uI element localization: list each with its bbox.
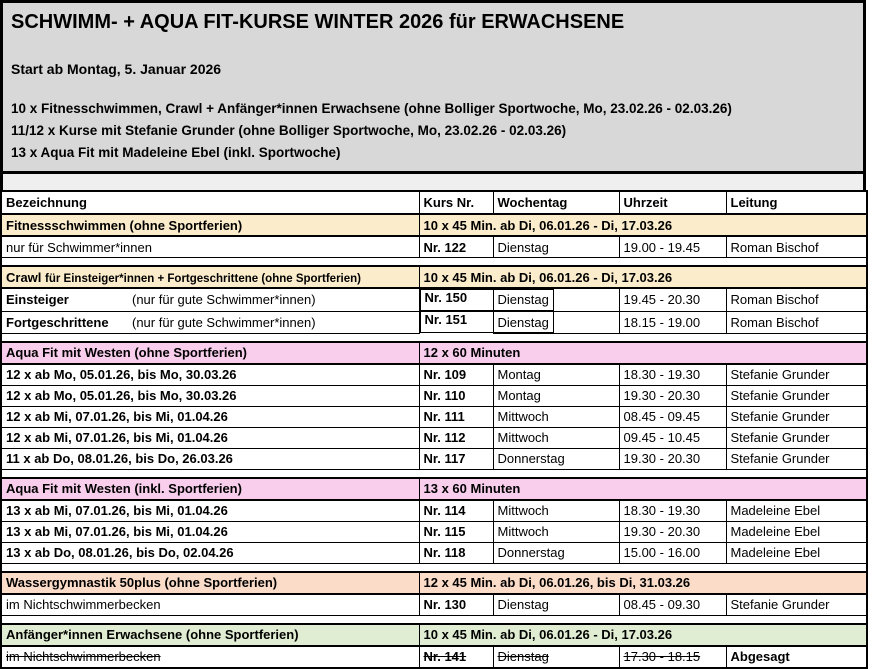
course-time: 08.45 - 09.45 <box>619 406 726 427</box>
table-row <box>1 427 867 448</box>
table-row <box>1 236 867 258</box>
section-header-row <box>1 478 867 500</box>
course-weekday: Dienstag <box>493 311 619 333</box>
info-line: 11/12 x Kurse mit Stefanie Grunder (ohne Bolliger Sportwoche, Mo, 23.02.26 - 02.03.26) <box>11 123 567 138</box>
section-summary: 12 x 60 Minuten <box>419 342 867 364</box>
course-leader: Roman Bischof <box>726 288 867 311</box>
course-number: Nr. 115 <box>419 521 493 542</box>
table-row <box>1 288 867 311</box>
course-leader: Stefanie Grunder <box>726 427 867 448</box>
section-name: Fitnessschwimmen (ohne Sportferien) <box>1 214 419 236</box>
table-row <box>1 500 867 522</box>
course-time: 19.45 - 20.30 <box>619 288 726 311</box>
course-leader: Madeleine Ebel <box>726 500 867 522</box>
course-number: Nr. 112 <box>419 427 493 448</box>
spacer-row <box>1 258 867 267</box>
course-info-lines <box>11 98 853 164</box>
column-header-kurs-nr: Kurs Nr. <box>419 191 493 214</box>
course-leader: Stefanie Grunder <box>726 448 867 469</box>
course-number: Nr. 117 <box>419 448 493 469</box>
spacer-row <box>1 563 867 572</box>
column-header-wochentag: Wochentag <box>493 191 619 214</box>
course-time: 09.45 - 10.45 <box>619 427 726 448</box>
course-time: 19.30 - 20.30 <box>619 385 726 406</box>
course-leader: Stefanie Grunder <box>726 364 867 386</box>
course-weekday: Mittwoch <box>493 427 619 448</box>
course-time: 19.30 - 20.30 <box>619 448 726 469</box>
course-label: 12 x ab Mo, 05.01.26, bis Mo, 30.03.26 <box>1 364 419 386</box>
table-row <box>1 521 867 542</box>
course-leader: Stefanie Grunder <box>726 406 867 427</box>
course-number: Nr. 110 <box>419 385 493 406</box>
course-number: Nr. 118 <box>419 542 493 563</box>
section-summary: 10 x 45 Min. ab Di, 06.01.26 - Di, 17.03.26 <box>419 214 867 236</box>
course-weekday: Mittwoch <box>493 406 619 427</box>
column-header-row <box>1 191 867 214</box>
course-leader: Roman Bischof <box>726 311 867 333</box>
spacer-row <box>1 615 867 624</box>
course-label: Einsteiger (nur für gute Schwimmer*innen) <box>1 288 419 311</box>
course-status: Abgesagt <box>726 646 867 668</box>
course-number: Nr. 122 <box>419 236 493 258</box>
start-date-line: Start ab Montag, 5. Januar 2026 <box>11 61 222 77</box>
course-number: Nr. 109 <box>419 364 493 386</box>
course-weekday: Montag <box>493 364 619 386</box>
course-label: Fortgeschrittene (nur für gute Schwimmer*innen) <box>1 311 419 333</box>
section-name: Aqua Fit mit Westen (ohne Sportferien) <box>1 342 419 364</box>
course-label: 12 x ab Mi, 07.01.26, bis Mi, 01.04.26 <box>1 427 419 448</box>
course-schedule-table <box>0 190 868 669</box>
section-header-row <box>1 572 867 594</box>
table-row-cancelled <box>1 646 867 668</box>
course-weekday: Dienstag <box>493 236 619 258</box>
course-label: 12 x ab Mo, 05.01.26, bis Mo, 30.03.26 <box>1 385 419 406</box>
course-leader: Madeleine Ebel <box>726 521 867 542</box>
course-leader: Stefanie Grunder <box>726 385 867 406</box>
course-leader: Roman Bischof <box>726 236 867 258</box>
table-row <box>1 448 867 469</box>
course-label: 13 x ab Do, 08.01.26, bis Do, 02.04.26 <box>1 542 419 563</box>
title-table-divider <box>0 174 866 190</box>
course-weekday: Donnerstag <box>493 542 619 563</box>
section-summary: 10 x 45 Min. ab Di, 06.01.26 - Di, 17.03.26 <box>419 266 867 288</box>
course-number: Nr. 151 <box>420 311 554 333</box>
table-row <box>1 594 867 616</box>
course-number: Nr. 141 <box>419 646 493 668</box>
course-leader: Madeleine Ebel <box>726 542 867 563</box>
spacer-row <box>1 469 867 478</box>
section-summary: 10 x 45 Min. ab Di, 06.01.26 - Di, 17.03.26 <box>419 624 867 646</box>
course-weekday: Mittwoch <box>493 500 619 522</box>
section-summary: 12 x 45 Min. ab Di, 06.01.26, bis Di, 31.03.26 <box>419 572 867 594</box>
table-row <box>1 364 867 386</box>
course-label: im Nichtschwimmerbecken <box>1 646 419 668</box>
section-header-row <box>1 266 867 288</box>
section-header-row <box>1 624 867 646</box>
course-leader: Stefanie Grunder <box>726 594 867 616</box>
course-weekday: Dienstag <box>493 288 619 311</box>
course-weekday: Donnerstag <box>493 448 619 469</box>
info-line: 13 x Aqua Fit mit Madeleine Ebel (inkl. Sportwoche) <box>11 145 341 160</box>
course-number: Nr. 150 <box>420 289 554 311</box>
title-block <box>0 0 866 174</box>
table-row <box>1 406 867 427</box>
page-title: SCHWIMM- + AQUA FIT-KURSE WINTER 2026 für ERWACHSENE <box>11 11 625 33</box>
section-name: Anfänger*innen Erwachsene (ohne Sportferien) <box>1 624 419 646</box>
column-header-bezeichnung: Bezeichnung <box>1 191 419 214</box>
course-weekday: Dienstag <box>493 594 619 616</box>
course-label: 11 x ab Do, 08.01.26, bis Do, 26.03.26 <box>1 448 419 469</box>
column-header-uhrzeit: Uhrzeit <box>619 191 726 214</box>
course-label: nur für Schwimmer*innen <box>1 236 419 258</box>
course-weekday: Montag <box>493 385 619 406</box>
course-label: 13 x ab Mi, 07.01.26, bis Mi, 01.04.26 <box>1 500 419 522</box>
section-header-row <box>1 214 867 236</box>
column-header-leitung: Leitung <box>726 191 867 214</box>
table-row <box>1 311 867 333</box>
info-line: 10 x Fitnesschwimmen, Crawl + Anfänger*innen Erwachsene (ohne Bolliger Sportwoche, Mo, 23.02.26 - 02.03.26) <box>11 101 732 116</box>
course-time: 18.15 - 19.00 <box>619 311 726 333</box>
course-weekday: Mittwoch <box>493 521 619 542</box>
course-time: 18.30 - 19.30 <box>619 500 726 522</box>
table-row <box>1 385 867 406</box>
course-weekday: Dienstag <box>493 646 619 668</box>
course-label: 12 x ab Mi, 07.01.26, bis Mi, 01.04.26 <box>1 406 419 427</box>
course-time: 18.30 - 19.30 <box>619 364 726 386</box>
course-label: 13 x ab Mi, 07.01.26, bis Mi, 01.04.26 <box>1 521 419 542</box>
course-label: im Nichtschwimmerbecken <box>1 594 419 616</box>
course-time: 19.00 - 19.45 <box>619 236 726 258</box>
course-number: Nr. 114 <box>419 500 493 522</box>
course-number: Nr. 130 <box>419 594 493 616</box>
spacer-row <box>1 333 867 342</box>
section-name: Crawl für Einsteiger*innen + Fortgeschrittene (ohne Sportferien) <box>1 266 419 288</box>
course-time: 08.45 - 09.30 <box>619 594 726 616</box>
section-name: Wassergymnastik 50plus (ohne Sportferien) <box>1 572 419 594</box>
course-time: 15.00 - 16.00 <box>619 542 726 563</box>
section-name: Aqua Fit mit Westen (inkl. Sportferien) <box>1 478 419 500</box>
section-summary: 13 x 60 Minuten <box>419 478 867 500</box>
section-header-row <box>1 342 867 364</box>
course-time: 17.30 - 18.15 <box>619 646 726 668</box>
course-number: Nr. 111 <box>419 406 493 427</box>
table-row <box>1 542 867 563</box>
course-time: 19.30 - 20.30 <box>619 521 726 542</box>
